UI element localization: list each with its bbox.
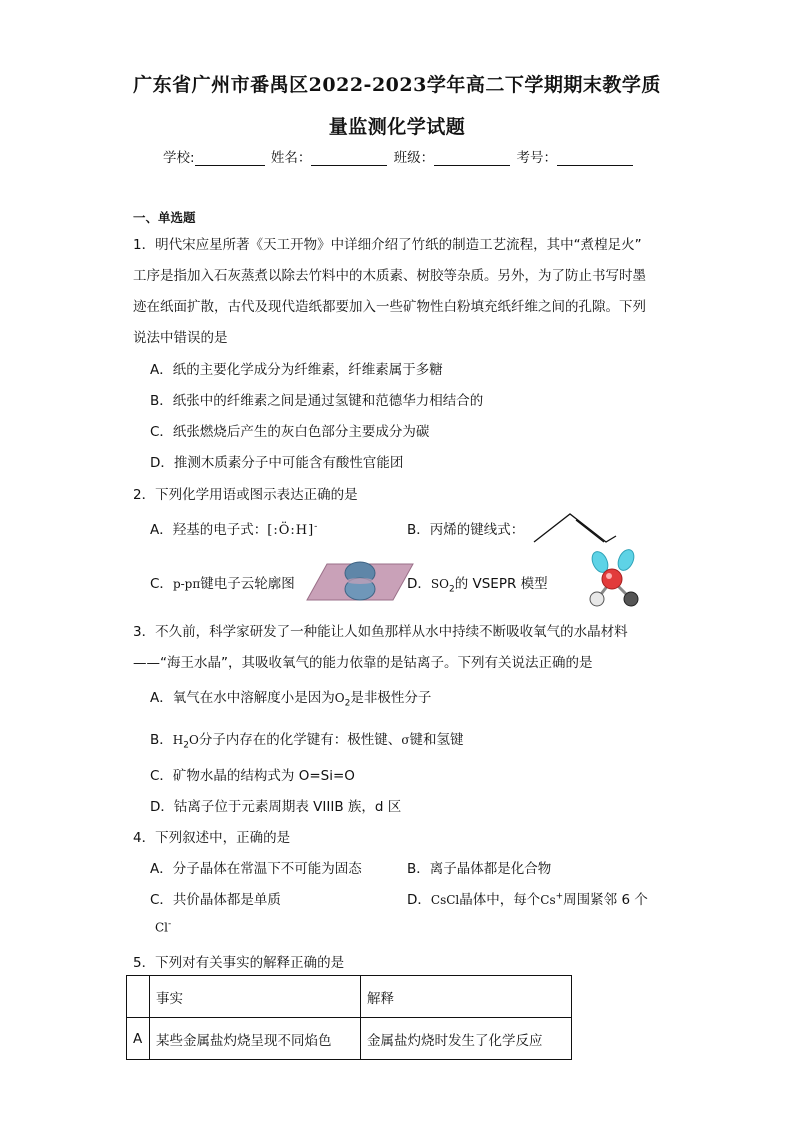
so2-vsepr-model-figure: [586, 548, 644, 608]
sigma-symbol: σ: [401, 733, 410, 747]
q3-option-a-prefix: A．氧气在水中溶解度小是因为: [150, 690, 335, 706]
h2o-subscript: 2: [183, 740, 189, 751]
cl-ion-charge: -: [168, 919, 172, 929]
q4-option-b: B．离子晶体都是化合物: [407, 861, 552, 877]
page-title-line-1: 广东省广州市番禺区2022-2023学年高二下学期期末教学质: [133, 74, 661, 96]
q3-option-b: [150, 728, 464, 751]
q2-option-c-prefix: C．: [150, 576, 173, 592]
q4-option-a: A．分子晶体在常温下不可能为固态: [150, 861, 362, 877]
q1-option-b: B．纸张中的纤维素之间是通过氢键和范德华力相结合的: [150, 393, 484, 409]
page-title-line-2: 量监测化学试题: [328, 116, 466, 138]
q4-option-d: [407, 888, 648, 908]
q1-stem-line: 1．明代宋应星所著《天工开物》中详细介绍了竹纸的制造工艺流程，其中“煮楻足火”: [133, 237, 642, 253]
q2-option-d-prefix: D．: [407, 576, 431, 592]
q4-option-d-prefix: D．: [407, 892, 431, 908]
cs-ion: Cs: [540, 893, 556, 907]
exam-number-blank[interactable]: [557, 151, 633, 166]
q4-stem: 4．下列叙述中，正确的是: [133, 830, 291, 846]
propene-skeletal-formula-figure: [530, 510, 620, 546]
p-p-pi-orbital-figure: [305, 556, 415, 606]
q3-option-b-suffix: 键和氢键: [409, 732, 464, 748]
table-row: [127, 1018, 572, 1060]
table-cell: 金属盐灼烧时发生了化学反应: [361, 1018, 572, 1060]
h2o-formula-o: O: [188, 733, 199, 747]
school-label: 学校:: [163, 150, 195, 166]
class-blank[interactable]: [434, 151, 510, 166]
hydroxyl-electron-formula: [:Ö:H]: [267, 523, 315, 538]
section-title: 一、单选题: [133, 210, 196, 225]
q3-stem-line: 3．不久前，科学家研发了一种能让人如鱼那样从水中持续不断吸收氧气的水晶材料: [133, 624, 628, 640]
o2-subscript: 2: [344, 698, 351, 709]
q2-option-d: [407, 572, 548, 595]
q2-option-b: B．丙烯的键线式：: [407, 522, 525, 538]
q2-stem: 2．下列化学用语或图示表达正确的是: [133, 487, 358, 503]
q2-option-c-text: 键电子云轮廓图: [200, 576, 295, 592]
q3-option-b-prefix: B．: [150, 732, 173, 748]
q1-option-c: C．纸张燃烧后产生的灰白色部分主要成分为碳: [150, 424, 430, 440]
q2-option-a: [150, 518, 317, 538]
q3-option-d: D．钴离子位于元素周期表 VIIIB 族，d 区: [150, 799, 402, 815]
class-label: 班级：: [393, 150, 435, 166]
cs-ion-charge: +: [555, 891, 564, 902]
q2-option-d-text: 的 VSEPR 模型: [454, 576, 548, 592]
h2o-formula-h: H: [172, 733, 184, 747]
name-label: 姓名：: [270, 150, 312, 166]
table-header-cell: 事实: [150, 976, 361, 1018]
cscl-formula: CsCl: [430, 893, 460, 907]
o2-formula: O: [334, 691, 345, 705]
name-blank[interactable]: [311, 151, 387, 166]
table-cell: 某些金属盐灼烧呈现不同焰色: [150, 1018, 361, 1060]
q4-option-d-suffix: 周围紧邻 6 个: [563, 892, 648, 908]
q4-option-d-text: 晶体中，每个: [459, 892, 541, 908]
school-blank[interactable]: [195, 151, 265, 166]
q5-stem: 5．下列对有关事实的解释正确的是: [133, 955, 345, 971]
table-header-cell: [127, 976, 150, 1018]
table-header-row: [127, 976, 572, 1018]
q4-option-c: C．共价晶体都是单质: [150, 892, 281, 908]
q3-option-b-text: 分子内存在的化学键有：极性键、: [198, 732, 402, 748]
q1-stem-line: 工序是指加入石灰蒸煮以除去竹料中的木质素、树胶等杂质。另外，为了防止书写时墨: [133, 268, 646, 284]
q1-option-d: D．推测木质素分子中可能含有酸性官能团: [150, 455, 404, 471]
so2-subscript: 2: [448, 584, 455, 595]
table-cell: A: [127, 1018, 150, 1060]
q2-option-a-text: A．羟基的电子式：: [150, 522, 268, 538]
cl-ion: Cl: [155, 920, 169, 935]
q1-stem-line: 迹在纸面扩散，古代及现代造纸都要加入一些矿物性白粉填充纸纤维之间的孔隙。下列: [133, 299, 646, 315]
q4-option-d-continuation: [155, 919, 171, 936]
q3-stem-line: ——“海王水晶”，其吸收氧气的能力依靠的是钴离子。下列有关说法正确的是: [133, 655, 593, 671]
so2-formula: SO: [430, 577, 449, 591]
q1-stem-line: 说法中错误的是: [133, 330, 228, 346]
p-p-pi-symbol: p-pπ: [172, 577, 201, 591]
q3-option-c: C．矿物水晶的结构式为 O=Si=O: [150, 768, 355, 784]
facts-table: [126, 975, 572, 1060]
q3-option-a: [150, 686, 431, 709]
q2-option-c: [150, 572, 295, 592]
q1-option-a: A．纸的主要化学成分为纤维素，纤维素属于多糖: [150, 362, 443, 378]
q3-option-a-text: 是非极性分子: [350, 690, 432, 706]
student-info-row: [163, 146, 635, 166]
hydroxyl-charge: -: [314, 521, 318, 532]
exam-number-label: 考号：: [516, 150, 557, 166]
table-header-cell: 解释: [361, 976, 572, 1018]
